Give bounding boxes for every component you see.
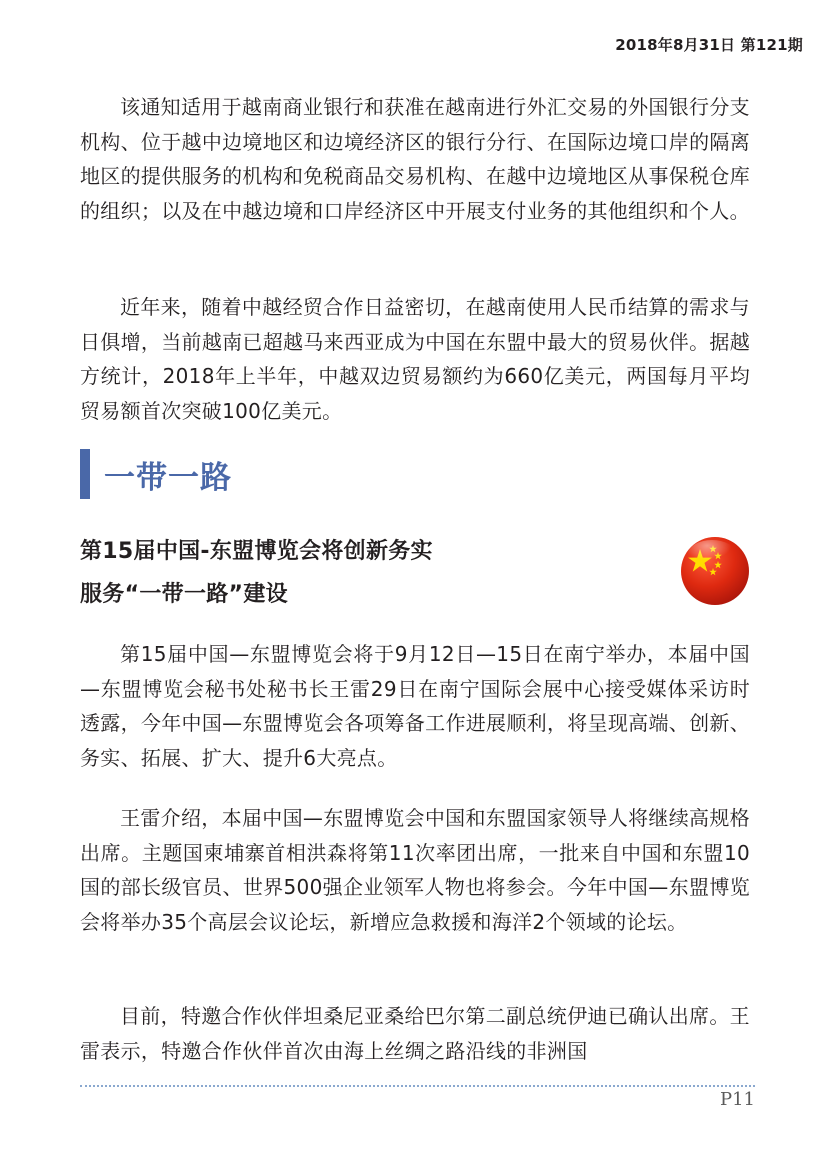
footer-divider <box>80 1085 755 1087</box>
issue-date: 2018年8月31日 第121期 <box>615 36 803 54</box>
paragraph-5: 目前，特邀合作伙伴坦桑尼亚桑给巴尔第二副总统伊迪已确认出席。王雷表示，特邀合作伙伴首次由海上丝绸之路沿线的非洲国 <box>80 1004 750 1063</box>
paragraph-4: 王雷介绍，本届中国—东盟博览会中国和东盟国家领导人将继续高规格出席。主题国柬埔寨首相洪森将第11次率团出席，一批来自中国和东盟10国的部长级官员、世界500强企业领军人物也将参会。今年中国—东盟博览会将举办35个高层会议论坛，新增应急救援和海洋2个领域的论坛。 <box>80 806 750 934</box>
article-title-line-2: 服务“一带一路”建设 <box>80 582 288 607</box>
paragraph-2: 近年来，随着中越经贸合作日益密切，在越南使用人民币结算的需求与日俱增，当前越南已超越马来西亚成为中国在东盟中最大的贸易伙伴。据越方统计，2018年上半年，中越双边贸易额约为660亿美元，两国每月平均贸易额首次突破100亿美元。 <box>80 295 750 423</box>
article-title-line-1: 第15届中国-东盟博览会将创新务实 <box>80 539 433 564</box>
section-title: 一带一路 <box>104 460 232 496</box>
paragraph-1: 该通知适用于越南商业银行和获准在越南进行外汇交易的外国银行分支机构、位于越中边境地区和边境经济区的银行分行、在国际边境口岸的隔离地区的提供服务的机构和免税商品交易机构、在越中边境地区从事保税仓库的组织；以及在中越边境和口岸经济区中开展支付业务的其他组织和个人。 <box>80 95 750 223</box>
section-accent-bar <box>80 449 90 499</box>
paragraph-3: 第15届中国—东盟博览会将于9月12日—15日在南宁举办，本届中国—东盟博览会秘书处秘书长王雷29日在南宁国际会展中心接受媒体采访时透露，今年中国—东盟博览会各项筹备工作进展顺利，将呈现高端、创新、务实、拓展、扩大、提升6大亮点。 <box>80 642 750 770</box>
china-flag-icon <box>680 536 750 606</box>
page-number: P11 <box>719 1089 755 1110</box>
